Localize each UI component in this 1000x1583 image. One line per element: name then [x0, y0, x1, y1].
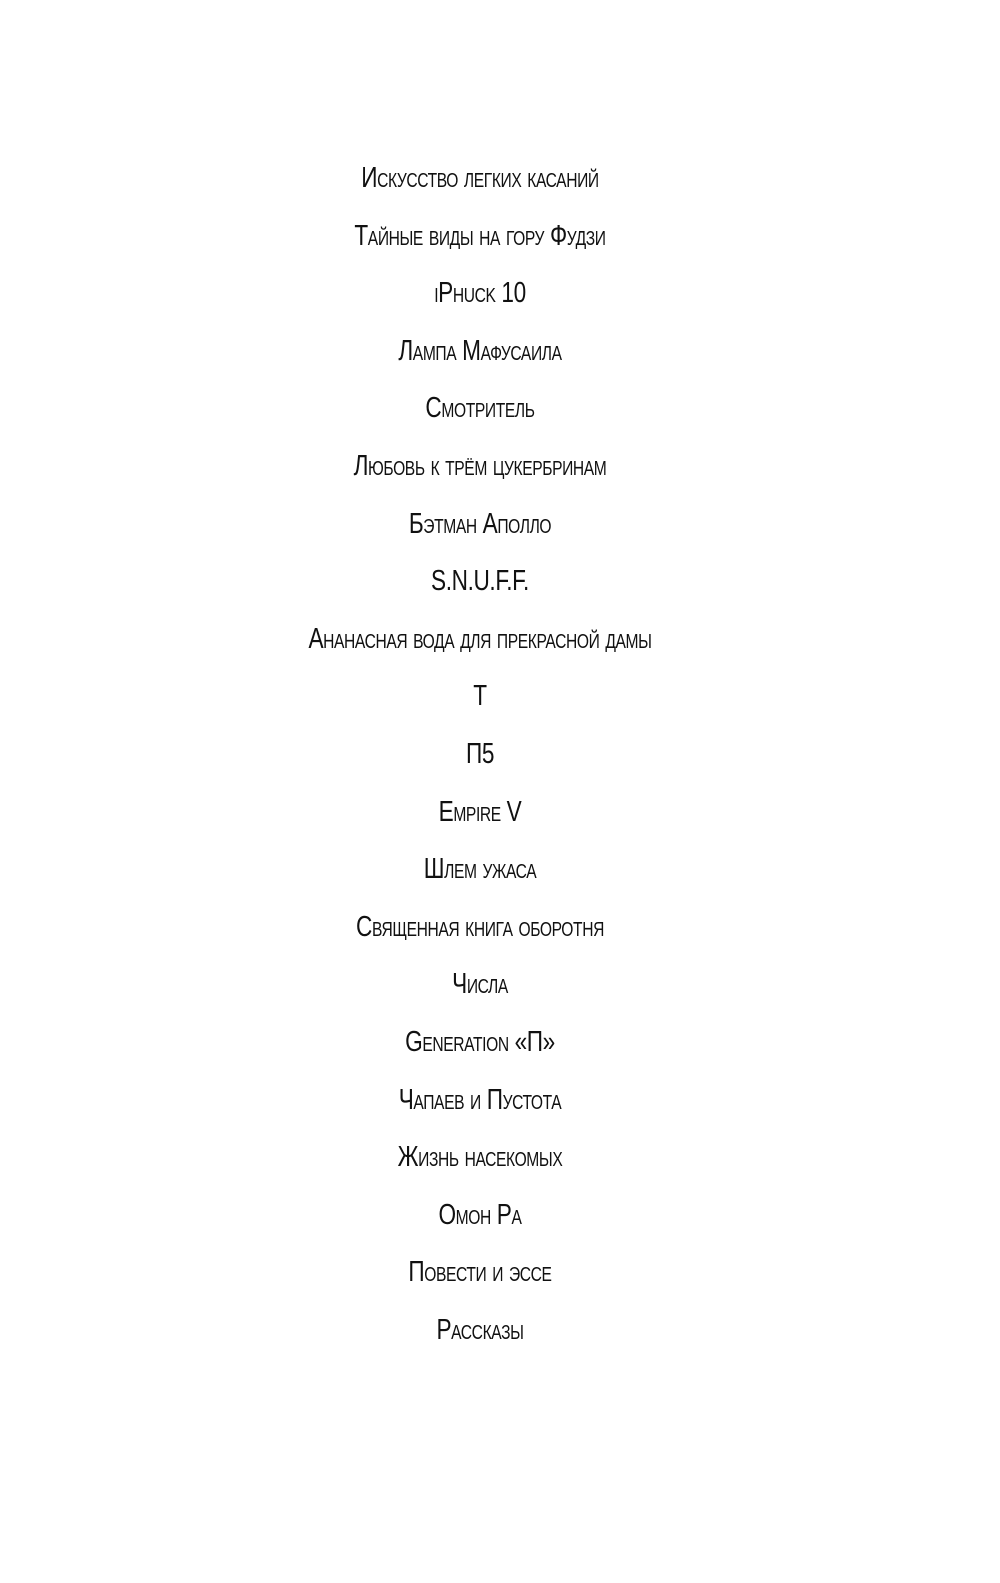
book-title: Шлем ужаса — [423, 853, 537, 886]
book-title: Рассказы — [436, 1313, 524, 1346]
book-title: Повести и эссе — [408, 1256, 552, 1289]
book-title: Числа — [452, 968, 508, 1001]
book-title: Любовь к трём цукербринам — [353, 449, 607, 482]
book-title: Лампа Мафусаила — [398, 334, 562, 367]
book-title: S.N.U.F.F. — [431, 565, 529, 598]
book-title: Священная книга оборотня — [356, 910, 604, 943]
book-title: iPhuck 10 — [434, 277, 526, 310]
book-title: Бэтман Аполло — [408, 507, 552, 540]
book-title: Ананасная вода для прекрасной дамы — [308, 622, 652, 655]
book-title: Empire V — [438, 795, 522, 828]
book-title: П5 — [465, 737, 495, 770]
book-title: Жизнь насекомых — [397, 1141, 563, 1174]
book-title: Т — [473, 680, 487, 713]
book-title: Тайные виды на гору Фудзи — [354, 219, 606, 252]
book-title: Чапаев и Пустота — [398, 1083, 562, 1116]
book-title: Омон Ра — [438, 1198, 522, 1231]
book-title: Generation «П» — [405, 1025, 555, 1058]
book-title: Смотритель — [425, 392, 535, 425]
book-list — [0, 150, 960, 1359]
book-title: Искусство легких касаний — [361, 162, 599, 194]
